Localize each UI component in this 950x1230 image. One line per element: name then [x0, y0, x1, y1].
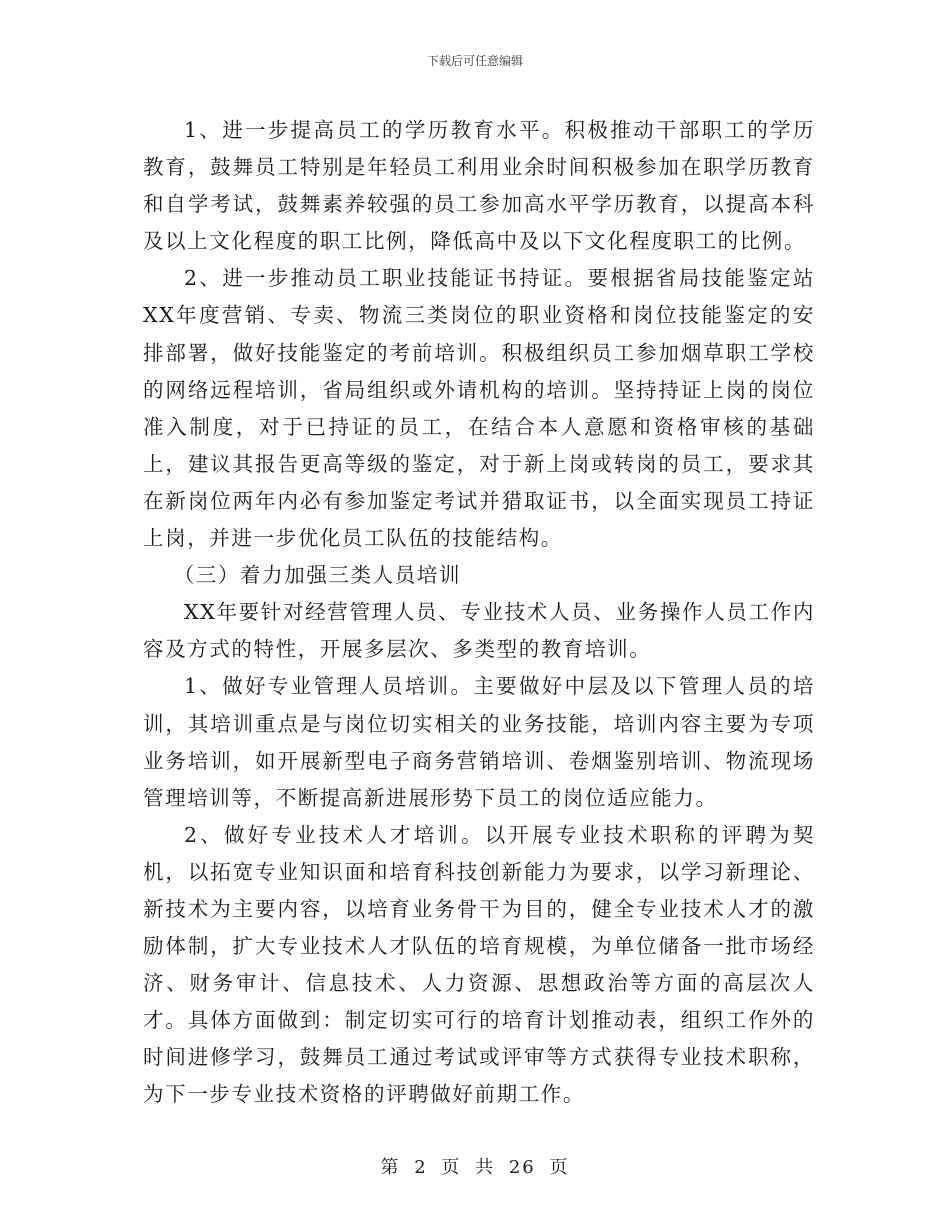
- paragraph-technical-talent-training: 2、做好专业技术人才培训。以开展专业技术职称的评聘为契机，以拓宽专业知识面和培育科技创新能力为要求，以学习新理论、新技术为主要内容，以培育业务骨干为目的，健全专业技术人才的激励体制，扩大专业技术人才队伍的培育规模，为单位储备一批市场经济、财务审计、信息技术、人力资源、思想政治等方面的高层次人才。具体方面做到：制定切实可行的培育计划推动表，组织工作外的时间进修学习，鼓舞员工通过考试或评审等方式获得专业技术职称，为下一步专业技术资格的评聘做好前期工作。: [143, 822, 815, 1107]
- paragraph-skill-certificates: 2、进一步推动员工职业技能证书持证。要根据省局技能鉴定站XX年度营销、专卖、物流三类岗位的职业资格和岗位技能鉴定的安排部署，做好技能鉴定的考前培训。积极组织员工参加烟草职工学校的网络远程培训，省局组织或外请机构的培训。坚持持证上岗的岗位准入制度，对于已持证的员工，在结合本人意愿和资格审核的基础上，建议其报告更高等级的鉴定，对于新上岗或转岗的员工，要求其在新岗位两年内必有参加鉴定考试并猎取证书，以全面实现员工持证上岗，并进一步优化员工队伍的技能结构。: [143, 266, 815, 551]
- section-heading-three-types-training: （三）着力加强三类人员培训: [173, 563, 462, 588]
- page-footer-number: 第 2 页 共 26 页: [380, 1157, 570, 1178]
- paragraph-education-level: 1、进一步提高员工的学历教育水平。积极推动干部职工的学历教育，鼓舞员工特别是年轻员工利用业余时间积极参加在职学历教育和自学考试，鼓舞素养较强的员工参加高水平学历教育，以提高本科及以上文化程度的职工比例，降低高中及以下文化程度职工的比例。: [143, 118, 815, 254]
- paragraph-training-overview: XX年要针对经营管理人员、专业技术人员、业务操作人员工作内容及方式的特性，开展多层次、多类型的教育培训。: [143, 600, 815, 662]
- paragraph-management-training: 1、做好专业管理人员培训。主要做好中层及以下管理人员的培训，其培训重点是与岗位切实相关的业务技能，培训内容主要为专项业务培训，如开展新型电子商务营销培训、卷烟鉴别培训、物流现场管理培训等，不断提高新进展形势下员工的岗位适应能力。: [143, 674, 815, 810]
- document-body: [143, 112, 815, 1114]
- page-header-note: 下载后可任意编辑: [426, 54, 523, 68]
